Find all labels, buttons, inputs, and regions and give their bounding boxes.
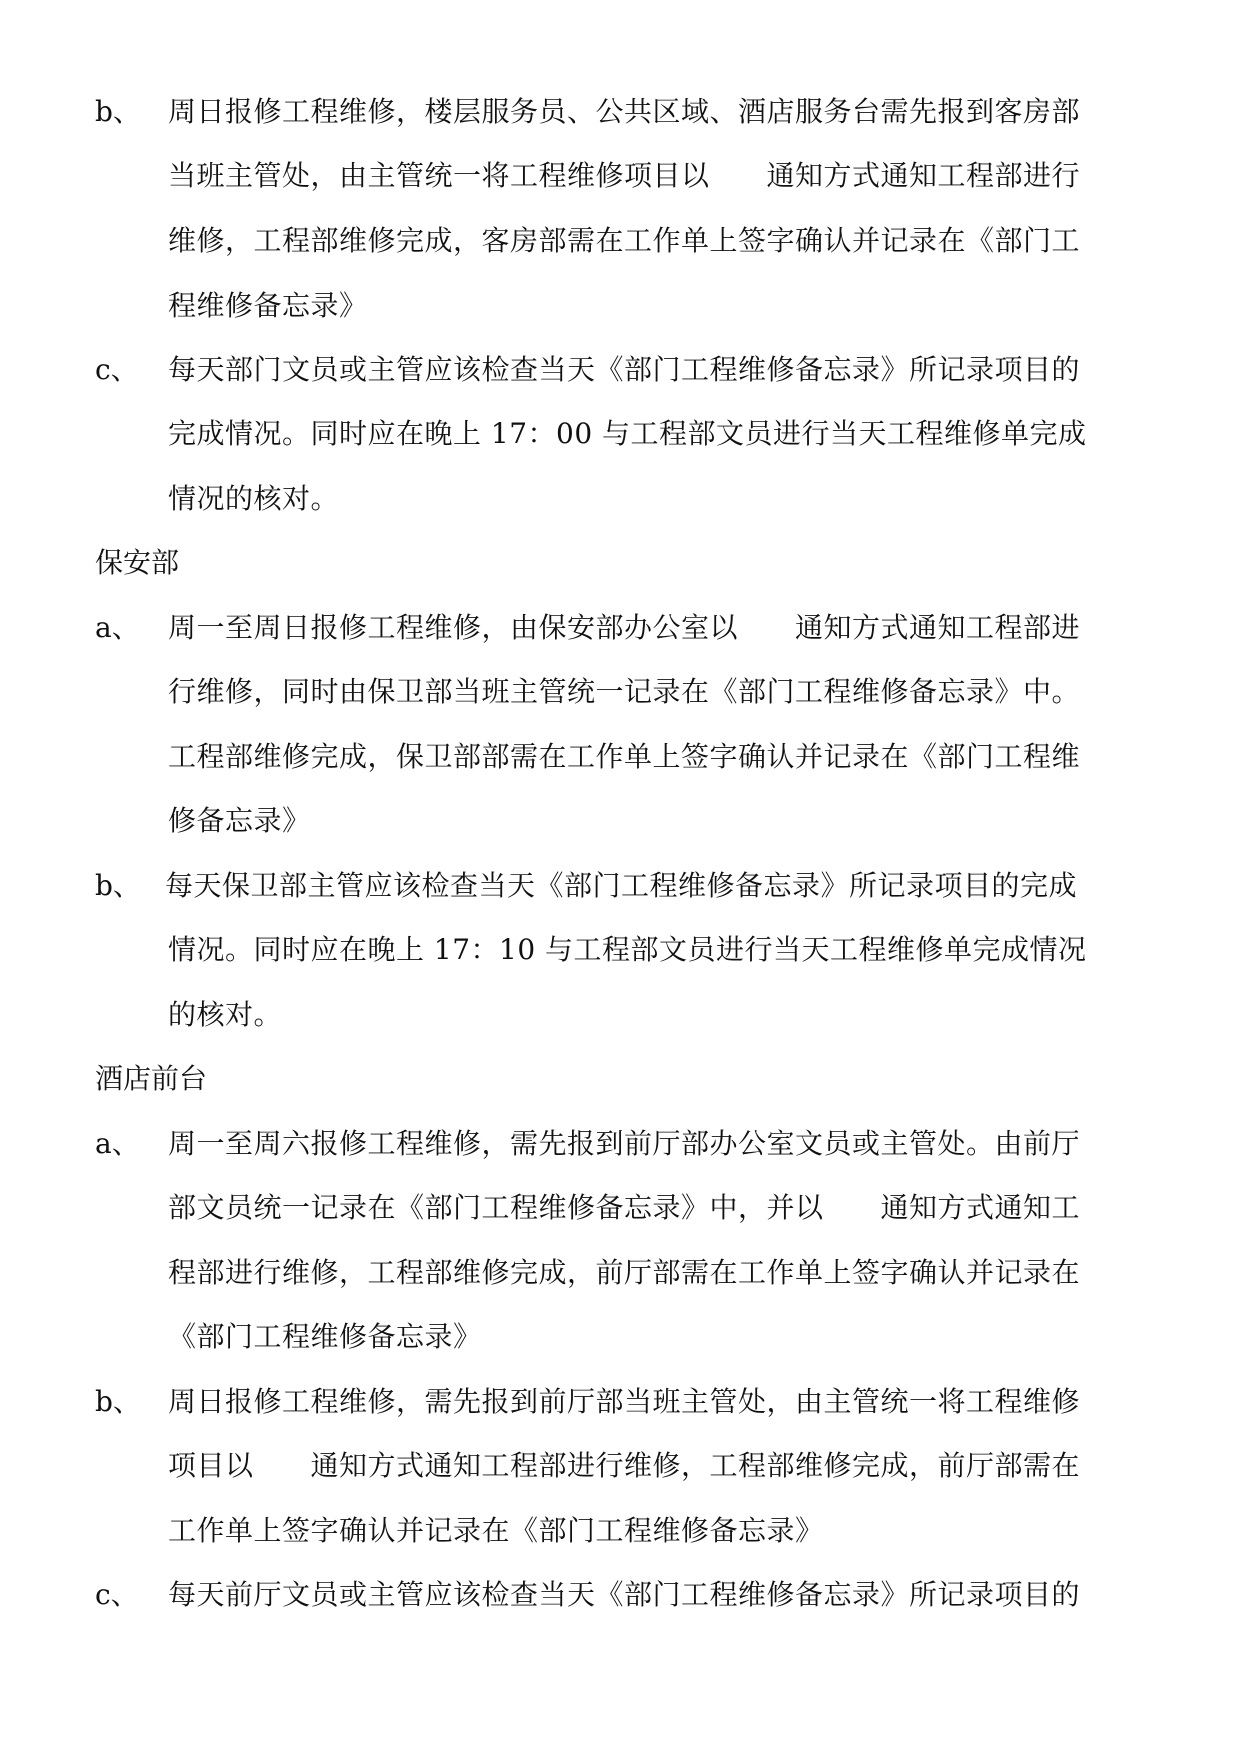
- section-heading: 酒店前台: [95, 1062, 208, 1095]
- paragraph-line: 工程部维修完成，保卫部部需在工作单上签字确认并记录在《部门工程维: [168, 740, 1081, 773]
- paragraph-line: 项目以 通知方式通知工程部进行维修，工程部维修完成，前厅部需在: [168, 1449, 1081, 1482]
- paragraph-line: 周一至周日报修工程维修，由保安部办公室以 通知方式通知工程部进: [168, 611, 1081, 644]
- list-marker: b、: [95, 95, 141, 128]
- list-marker: c、: [95, 1578, 139, 1611]
- list-marker: b、: [95, 1385, 141, 1418]
- paragraph-line: 维修，工程部维修完成，客房部需在工作单上签字确认并记录在《部门工: [168, 224, 1081, 257]
- paragraph-line: 周一至周六报修工程维修，需先报到前厅部办公室文员或主管处。由前厅: [168, 1127, 1081, 1160]
- section-heading: 保安部: [95, 546, 180, 579]
- paragraph-line: 程维修备忘录》: [168, 289, 368, 322]
- paragraph-line: 部文员统一记录在《部门工程维修备忘录》中，并以 通知方式通知工: [168, 1191, 1081, 1224]
- paragraph-line: 情况。同时应在晚上 17：10 与工程部文员进行当天工程维修单完成情况: [168, 933, 1087, 966]
- paragraph-line: 工作单上签字确认并记录在《部门工程维修备忘录》: [168, 1514, 824, 1547]
- list-marker: c、: [95, 353, 139, 386]
- list-marker: a、: [95, 1127, 140, 1160]
- list-marker: a、: [95, 611, 140, 644]
- paragraph-line: 周日报修工程维修，楼层服务员、公共区域、酒店服务台需先报到客房部: [168, 95, 1081, 128]
- paragraph-line: 当班主管处，由主管统一将工程维修项目以 通知方式通知工程部进行: [168, 159, 1081, 192]
- paragraph-line: 每天前厅文员或主管应该检查当天《部门工程维修备忘录》所记录项目的: [168, 1578, 1081, 1611]
- paragraph-line: 程部进行维修，工程部维修完成，前厅部需在工作单上签字确认并记录在: [168, 1256, 1081, 1289]
- paragraph-line: 行维修，同时由保卫部当班主管统一记录在《部门工程维修备忘录》中。: [168, 675, 1081, 708]
- paragraph-line: 每天保卫部主管应该检查当天《部门工程维修备忘录》所记录项目的完成: [165, 869, 1078, 902]
- paragraph-line: 每天部门文员或主管应该检查当天《部门工程维修备忘录》所记录项目的: [168, 353, 1081, 386]
- paragraph-line: 周日报修工程维修，需先报到前厅部当班主管处，由主管统一将工程维修: [168, 1385, 1081, 1418]
- paragraph-line: 修备忘录》: [168, 804, 311, 837]
- paragraph-line: 的核对。: [168, 998, 283, 1031]
- paragraph-line: 情况的核对。: [168, 482, 340, 515]
- list-marker: b、: [95, 869, 141, 902]
- paragraph-line: 《部门工程维修备忘录》: [168, 1320, 482, 1353]
- paragraph-line: 完成情况。同时应在晚上 17：00 与工程部文员进行当天工程维修单完成: [168, 417, 1087, 450]
